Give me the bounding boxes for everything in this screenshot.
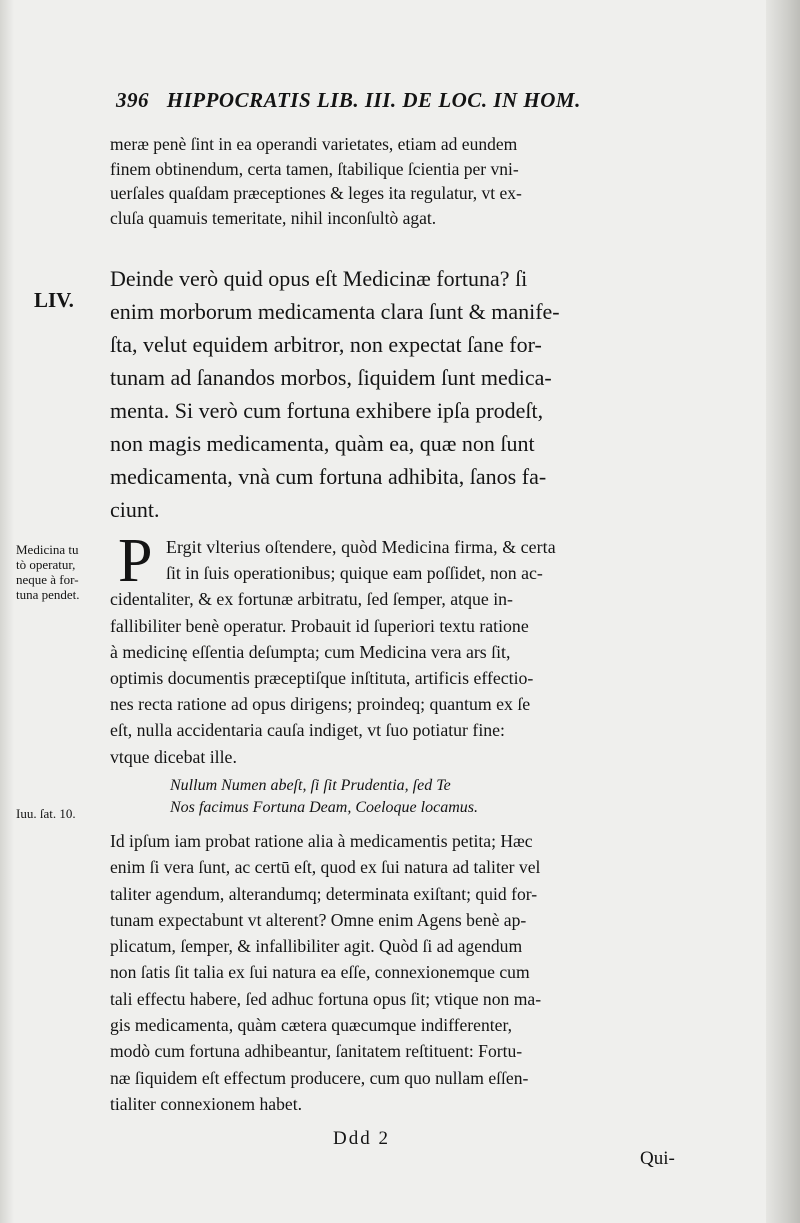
- text-line: uerſales quaſdam præceptiones & leges ita regulatur, vt ex-: [110, 183, 522, 203]
- final-paragraph: [110, 828, 710, 1117]
- text-line: ſta, velut equidem arbitror, non expectat ſane for-: [110, 332, 542, 357]
- text-line: eſt, nulla accidentaria cauſa indiget, vt ſuo potiatur fine:: [110, 720, 505, 741]
- text-line: menta. Si verò cum fortuna exhibere ipſa prodeſt,: [110, 398, 544, 423]
- page-number: 396: [116, 88, 149, 112]
- running-title: HIPPOCRATIS LIB. III. DE LOC. IN HOM.: [166, 88, 581, 112]
- text-line: enim morborum medicamenta clara ſunt & manife-: [110, 299, 560, 324]
- page-edge-right: [766, 0, 800, 1223]
- margin-note-line: neque à for-: [16, 572, 79, 587]
- text-line: plicatum, ſemper, & infallibiliter agit. Quòd ſi ad agendum: [110, 936, 523, 957]
- text-line: vtque dicebat ille.: [110, 746, 237, 767]
- text-line: ſit in ſuis operationibus; quique eam poſſidet, non ac-: [166, 563, 543, 584]
- drop-cap: P: [118, 527, 153, 595]
- catchword: Qui-: [640, 1148, 675, 1169]
- commentary-paragraph: [110, 534, 710, 770]
- text-line: meræ penè ſint in ea operandi varietates, etiam ad eundem: [110, 134, 518, 154]
- margin-note-line: tuna pendet.: [16, 587, 80, 602]
- margin-note-line: tò operatur,: [16, 557, 76, 572]
- text-line: finem obtinendum, certa tamen, ſtabilique ſcientia per vni-: [110, 158, 519, 179]
- text-line: tunam expectabunt vt alterent? Omne enim Agens benè ap-: [110, 909, 527, 930]
- text-line: tunam ad ſanandos morbos, ſiquidem ſunt medica-: [110, 365, 552, 390]
- text-line: næ ſiquidem eſt effectum producere, cum quo nullam eſſen-: [110, 1067, 529, 1088]
- text-line: cluſa quamuis temeritate, nihil inconſultò agat.: [110, 207, 437, 228]
- verse-line: Nos facimus Fortuna Deam, Coeloque locamus.: [170, 799, 478, 816]
- text-line: tialiter connexionem habet.: [110, 1093, 302, 1114]
- intro-paragraph: [110, 132, 710, 230]
- hippocrates-text: [110, 262, 710, 526]
- section-marker: LIV.: [34, 288, 74, 312]
- text-line: medicamenta, vnà cum fortuna adhibita, ſanos fa-: [110, 464, 547, 489]
- signature-mark: Ddd 2: [333, 1128, 390, 1149]
- text-line: Deinde verò quid opus eſt Medicinæ fortuna? ſi: [110, 266, 528, 291]
- text-line: nes recta ratione ad opus dirigens; proindeq; quantum ex ſe: [110, 694, 531, 715]
- text-line: cidentaliter, & ex fortunæ arbitratu, ſed ſemper, atque in-: [110, 589, 513, 610]
- text-line: ciunt.: [110, 497, 160, 522]
- running-header: [116, 88, 716, 113]
- margin-note-line: Medicina tu: [16, 542, 79, 557]
- text-line: fallibiliter benè operatur. Probauit id ſuperiori textu ratione: [110, 615, 529, 636]
- text-line: enim ſi vera ſunt, ac certū eſt, quod ex ſui natura ad taliter vel: [110, 857, 541, 878]
- text-line: non ſatis ſit talia ex ſui natura ea eſſe, connexionemque cum: [110, 962, 530, 983]
- margin-note-medicina: [16, 542, 112, 602]
- text-line: modò cum fortuna adhibeantur, ſanitatem reſtituent: Fortu-: [110, 1041, 523, 1062]
- margin-note-citation: Iuu. ſat. 10.: [16, 806, 76, 821]
- text-line: à medicinę eſſentia deſumpta; cum Medicina vera ars ſit,: [110, 641, 511, 662]
- text-line: optimis documentis præceptiſque inſtituta, artificis effectio-: [110, 668, 534, 689]
- text-line: non magis medicamenta, quàm ea, quæ non ſunt: [110, 431, 535, 456]
- verse-quote: [110, 775, 710, 819]
- text-line: gis medicamenta, quàm cætera quæcumque indifferenter,: [110, 1015, 513, 1036]
- verse-line: Nullum Numen abeſt, ſi ſit Prudentia, ſed Te: [170, 777, 451, 794]
- text-line: Ergit vlterius oſtendere, quòd Medicina firma, & certa: [166, 537, 556, 557]
- page-edge-left: [0, 0, 14, 1223]
- text-line: tali effectu habere, ſed adhuc fortuna opus ſit; vtique non ma-: [110, 988, 542, 1009]
- text-line: Id ipſum iam probat ratione alia à medicamentis petita; Hæc: [110, 831, 533, 851]
- text-line: taliter agendum, alterandumq; determinata exiſtant; quid for-: [110, 883, 538, 904]
